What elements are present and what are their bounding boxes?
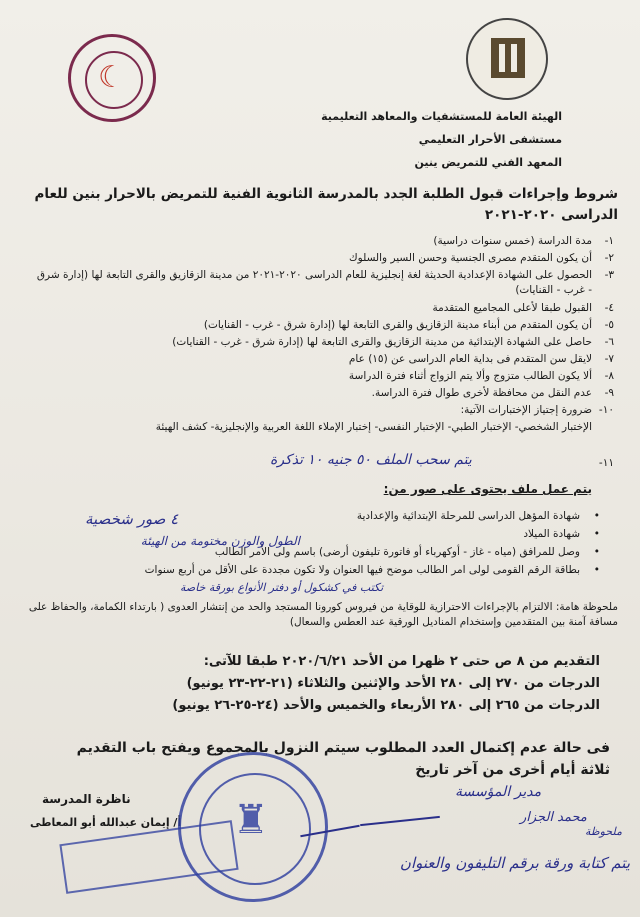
tests-list: الإختبار الشخصي- الإختبار الطبي- الإختبار النفسى- إختبار الإملاء اللغة العربية والإنجليزية- كشف الهيئة: [155, 421, 592, 433]
header-line-3: المعهد الفني للتمريض ينين: [414, 156, 562, 169]
red-crescent-icon: ☾: [98, 60, 125, 95]
document-item: بطاقة الرقم القومى لولى امر الطالب موضح فيها العنوان ولا تكون مجددة على الأقل من أربع سنوات •: [145, 564, 580, 576]
condition-item: ٨- ألا يكون الطالب متزوج وألا يتم الزواج أثناء فترة الدراسة: [348, 370, 614, 382]
handwritten-length: الطول والوزن مختومة من الهيئة: [140, 534, 300, 548]
condition-item: ٧- لايقل سن المتقدم فى بداية العام الدراسى عن (١٥) عام: [348, 353, 614, 365]
handwritten-director-title: مدير المؤسسة: [455, 784, 542, 800]
condition-item: ١- مدة الدراسة (خمس سنوات دراسية): [433, 235, 614, 247]
handwritten-folder: تكتب في كشكول أو دفتر الأنواع بورقة خاصة: [180, 581, 384, 594]
document-item: وصل للمرافق (مياه - غاز - أوكهرباء أو فاتورة تليفون أرضى) باسم ولى الأمر الطالب •: [215, 546, 580, 558]
condition-item: ٤- القبول طبقا لأعلى المجاميع المتقدمة: [432, 302, 614, 314]
condition-item: ٣- الحصول على الشهادة الإعدادية الحديثة لغة إنجليزية للعام الدراسى ٢٠٢٠-٢٠٢١ من مدينة الزقازيق والقرى التابعة لها (إدارة شرق - غرب - القنايات): [36, 269, 614, 296]
signature-mark: [360, 816, 440, 826]
condition-item: ٢- أن يكون المتقدم مصرى الجنسية وحسن السير والسلوك: [349, 252, 614, 264]
schedule-line-3: الدرجات من ٢٦٥ إلى ٢٨٠ الأربعاء والخميس والأحد (٢٤-٢٥-٢٦ يونيو): [172, 698, 600, 713]
condition-item: ٥- أن يكون المتقدم من أبناء مدينة الزقازيق والقرى التابعة لها (إدارة شرق - غرب - القنايات): [203, 319, 614, 331]
handwritten-note-text: يتم كتابة ورقة برقم التليفون والعنوان: [399, 854, 630, 872]
document-title: شروط وإجراءات قبول الطلبة الجدد بالمدرسة الثانوية الفنية للتمريض بالاحرار بنين للعام الدراسى ٢٠٢٠-٢٠٢١: [34, 186, 618, 223]
condition-item: ٩- عدم النقل من محافظة لأخرى طوال فترة الدراسة.: [371, 387, 614, 399]
handwritten-photos: ٤ صور شخصية: [85, 510, 179, 528]
hospital-logo: [68, 34, 156, 122]
signature-title: ناظرة المدرسة: [42, 792, 131, 806]
eagle-emblem-icon: ♜: [233, 797, 269, 843]
document-item: شهادة المؤهل الدراسى للمرحلة الإبتدائية والإعدادية •: [357, 510, 580, 522]
handwritten-director-name: محمد الجزار: [520, 810, 587, 825]
condition-item: ١٠- ضرورة إجتياز الإختبارات الآتية:: [460, 404, 614, 416]
document-page: ☾ الهيئة العامة للمستشفيات والمعاهد التعليمية مستشفى الأحرار التعليمي المعهد الفني للتمريض ينين شروط وإجراءات قبول الطلبة الجدد بالمدرسة الثانوية الفنية للتمريض بالاحرار بنين للعام الدراسى ٢٠٢٠-٢٠٢١ ١- مدة الدراسة (خمس سنوات دراسية) ٢- أن يكون المتقدم مصرى الجنسية وحسن السير والسلوك ٣- الحصول على الشهادة الإعدادية الحديثة لغة إنجليزية للعام الدراسى ٢٠٢٠-٢٠٢١ من مدينة الزقازيق والقرى التابعة لها (إدارة شرق - غرب - القنايات) ٤- القبول طبقا لأعلى المجاميع المتقدمة ٥- أن يكون المتقدم من أبناء مدينة الزقازيق والقرى التابعة لها (إدارة شرق - غرب - القنايات) ٦- حاصل على الشهادة الإبتدائية من مدينة الزقازيق والقرى التابعة لها (إدارة شرق - غرب - القنايات) ٧- لايقل سن المتقدم فى بداية العام الدراسى عن (١٥) عام ٨- ألا يكون الطالب متزوج وألا يتم الزواج أثناء فترة الدراسة ٩- عدم النقل من محافظة لأخرى طوال فترة الدراسة. ١٠- ضرورة إجتياز الإختبارات الآتية: الإختبار الشخصي- الإختبار الطبي- الإختبار النفسى- إختبار الإملاء اللغة العربية والإنجليزية- كشف الهيئة ١١- يتم سحب الملف ٥٠ جنيه ١٠ تذكرة يتم عمل ملف يحتوى على صور من: شهادة المؤهل الدراسى للمرحلة الإبتدائية والإعدادية • شهادة الميلاد • وصل للمرافق (مياه - غاز - أوكهرباء أو فاتورة تليفون أرضى) باسم ولى الأمر الطالب • بطاقة الرقم القومى لولى امر الطالب موضح فيها العنوان ولا تكون مجددة على الأقل من أربع سنوات • ٤ صور شخصية الطول والوزن مختومة من الهيئة تكتب في كشكول أو دفتر الأنواع بورقة خاصة ملحوظة هامة: الالتزام بالإجراءات الاحترازية للوقاية من فيروس كورونا المستجد والحد من إنتشار العدوى ( بارتداء الكمامة، والحفاظ على مسافة آمنة بين المتقدمين وإستخدام المناديل الورقية عند العطس والسعال) التقديم من ٨ ص حتى ٢ ظهرا من الأحد ٢٠٢٠/٦/٢١ طبقا للآتى: الدرجات من ٢٧٠ إلى ٢٨٠ الأحد والإثنين والثلاثاء (٢١-٢٢-٢٣ يونيو) الدرجات من ٢٦٥ إلى ٢٨٠ الأربعاء والخميس والأحد (٢٤-٢٥-٢٦ يونيو) فى حالة عدم إكتمال العدد المطلوب سيتم النزول بالمجموع ويفتح باب التقديم ثلاثة أيام أخرى من آخر تاريخ مدير المؤسسة محمد الجزار ناظرة المدرسة أ/ إيمان عبدالله أبو المعاطى ♜ ملحوظة يتم كتابة ورقة برقم التليفون والعنوان: [0, 0, 640, 917]
condition-item: ٦- حاصل على الشهادة الإبتدائية من مدينة الزقازيق والقرى التابعة لها (إدارة شرق - غرب - القنايات): [172, 336, 614, 348]
important-note: ملحوظة هامة: الالتزام بالإجراءات الاحترازية للوقاية من فيروس كورونا المستجد والحد من إنتشار العدوى ( بارتداء الكمامة، والحفاظ على مسافة آمنة بين المتقدمين وإستخدام المناديل الورقية عند العطس والسعال): [28, 601, 618, 628]
header-line-2: مستشفى الأحرار التعليمي: [418, 133, 562, 146]
schedule-line-1: التقديم من ٨ ص حتى ٢ ظهرا من الأحد ٢٠٢٠/٦/٢١ طبقا للآتى:: [203, 654, 600, 669]
schedule-line-2: الدرجات من ٢٧٠ إلى ٢٨٠ الأحد والإثنين والثلاثاء (٢١-٢٢-٢٣ يونيو): [186, 676, 600, 691]
document-item: شهادة الميلاد •: [523, 528, 580, 540]
handwritten-note-label: ملحوظة: [585, 825, 622, 838]
header-line-1: الهيئة العامة للمستشفيات والمعاهد التعليمية: [321, 110, 562, 123]
handwritten-fee: يتم سحب الملف ٥٠ جنيه ١٠ تذكرة: [270, 452, 472, 468]
file-heading: يتم عمل ملف يحتوى على صور من:: [383, 482, 592, 496]
signature-name: أ/ إيمان عبدالله أبو المعاطى: [30, 816, 182, 829]
organization-logo: [466, 18, 548, 100]
closing-line-1: فى حالة عدم إكتمال العدد المطلوب سيتم النزول بالمجموع ويفتح باب التقديم: [76, 740, 610, 756]
closing-line-2: ثلاثة أيام أخرى من آخر تاريخ: [415, 762, 610, 778]
